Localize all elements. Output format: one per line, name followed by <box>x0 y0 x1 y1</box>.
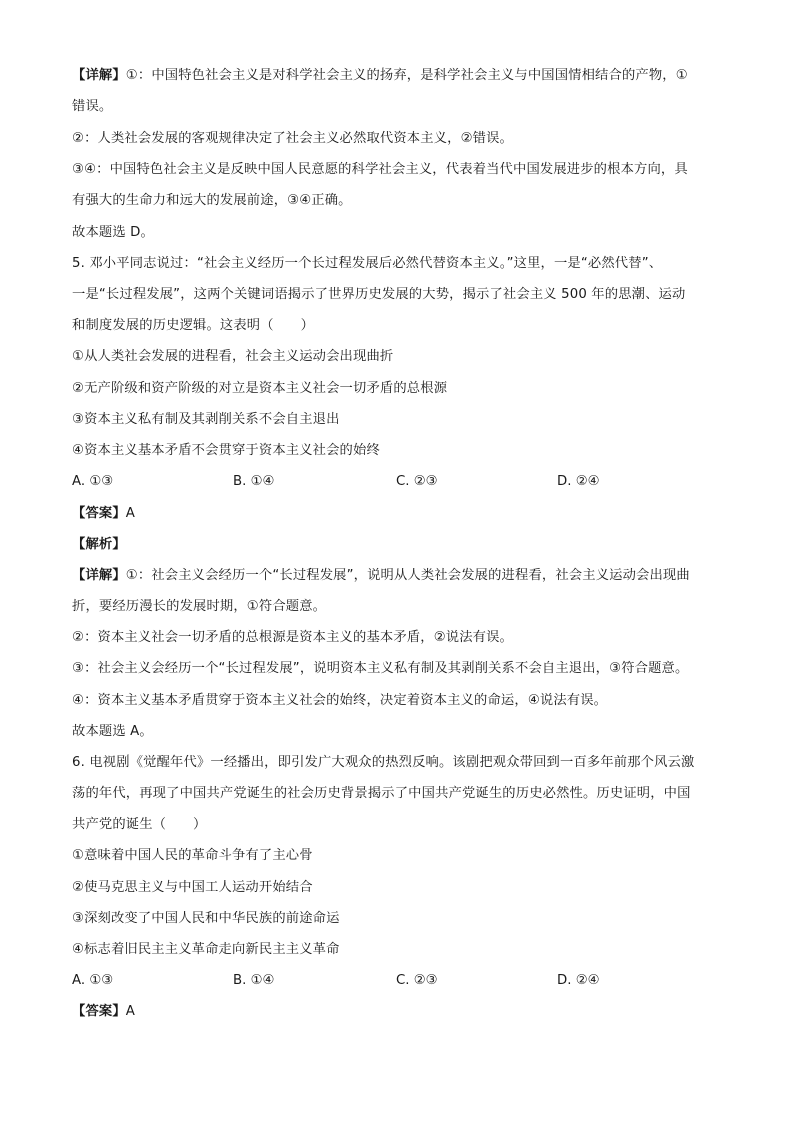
answer-tag: 【答案】 <box>72 1004 126 1019</box>
q5-detail-line-1: 【详解】①：社会主义会经历一个“长过程发展”，说明从人类社会发展的进程看，社会主义运动会出现曲 <box>72 568 690 583</box>
q5-statement-1: ①从人类社会发展的进程看，社会主义运动会出现曲折 <box>72 349 394 364</box>
q5-conclusion: 故本题选 A。 <box>72 724 153 739</box>
q5-answer: 【答案】A <box>72 506 136 521</box>
q5-detail-line-2: 折，要经历漫长的发展时期，①符合题意。 <box>72 599 327 614</box>
q5-statement-2: ②无产阶级和资产阶级的对立是资本主义社会一切矛盾的总根源 <box>72 381 448 396</box>
q6-answer: 【答案】A <box>72 1004 136 1019</box>
q5-stem-line-3: 和制度发展的历史逻辑。这表明（ ） <box>72 318 315 333</box>
q6-option-a: A. ①③ <box>72 973 114 988</box>
q5-detail-line-5: ④：资本主义基本矛盾贯穿于资本主义社会的始终，决定着资本主义的命运，④说法有误。 <box>72 693 608 708</box>
q5-stem-line-1: 5. 邓小平同志说过：“社会主义经历一个长过程发展后必然代替资本主义。”这里，一是“必然代替”、 <box>72 256 663 271</box>
q5-option-b: B. ①④ <box>233 474 275 489</box>
q6-option-c: C. ②③ <box>396 973 438 988</box>
q6-option-d: D. ②④ <box>557 973 600 988</box>
q4-detail-line-5: 有强大的生命力和远大的发展前途，③④正确。 <box>72 193 352 208</box>
q6-statement-2: ②使马克思主义与中国工人运动开始结合 <box>72 880 313 895</box>
q5-analysis-tag: 【解析】 <box>72 537 126 552</box>
q5-statement-3: ③资本主义私有制及其剥削关系不会自主退出 <box>72 412 340 427</box>
q4-detail-line-2: 错误。 <box>72 99 113 114</box>
answer-tag: 【答案】 <box>72 506 126 521</box>
detail-tag: 【详解】 <box>72 68 126 83</box>
q6-statement-4: ④标志着旧民主主义革命走向新民主主义革命 <box>72 942 340 957</box>
q6-statement-3: ③深刻改变了中国人民和中华民族的前途命运 <box>72 911 340 926</box>
q5-option-d: D. ②④ <box>557 474 600 489</box>
detail-tag: 【详解】 <box>72 568 126 583</box>
q4-detail-line-4: ③④：中国特色社会主义是反映中国人民意愿的科学社会主义，代表着当代中国发展进步的根本方向，具 <box>72 162 688 177</box>
q6-statement-1: ①意味着中国人民的革命斗争有了主心骨 <box>72 848 313 863</box>
q5-detail-line-3: ②：资本主义社会一切矛盾的总根源是资本主义的基本矛盾，②说法有误。 <box>72 630 513 645</box>
q5-detail-line-4: ③：社会主义会经历一个“长过程发展”，说明资本主义私有制及其剥削关系不会自主退出，③符合题意。 <box>72 661 689 676</box>
q6-stem-line-3: 共产党的诞生（ ） <box>72 817 207 832</box>
q6-stem-line-2: 荡的年代，再现了中国共产党诞生的社会历史背景揭示了中国共产党诞生的历史必然性。历史证明，中国 <box>72 786 691 801</box>
q4-detail-line-1: 【详解】①：中国特色社会主义是对科学社会主义的扬弃，是科学社会主义与中国国情相结合的产物，① <box>72 68 688 83</box>
q5-statement-4: ④资本主义基本矛盾不会贯穿于资本主义社会的始终 <box>72 443 380 458</box>
q5-option-c: C. ②③ <box>396 474 438 489</box>
q5-stem-line-2: 一是“长过程发展”，这两个关键词语揭示了世界历史发展的大势，揭示了社会主义 500 年的思潮、运动 <box>72 287 686 302</box>
q4-detail-line-3: ②：人类社会发展的客观规律决定了社会主义必然取代资本主义，②错误。 <box>72 131 513 146</box>
q4-conclusion: 故本题选 D。 <box>72 225 154 240</box>
q6-option-b: B. ①④ <box>233 973 275 988</box>
q5-option-a: A. ①③ <box>72 474 114 489</box>
q6-stem-line-1: 6. 电视剧《觉醒年代》一经播出，即引发广大观众的热烈反响。该剧把观众带回到一百多年前那个风云激 <box>72 755 695 770</box>
